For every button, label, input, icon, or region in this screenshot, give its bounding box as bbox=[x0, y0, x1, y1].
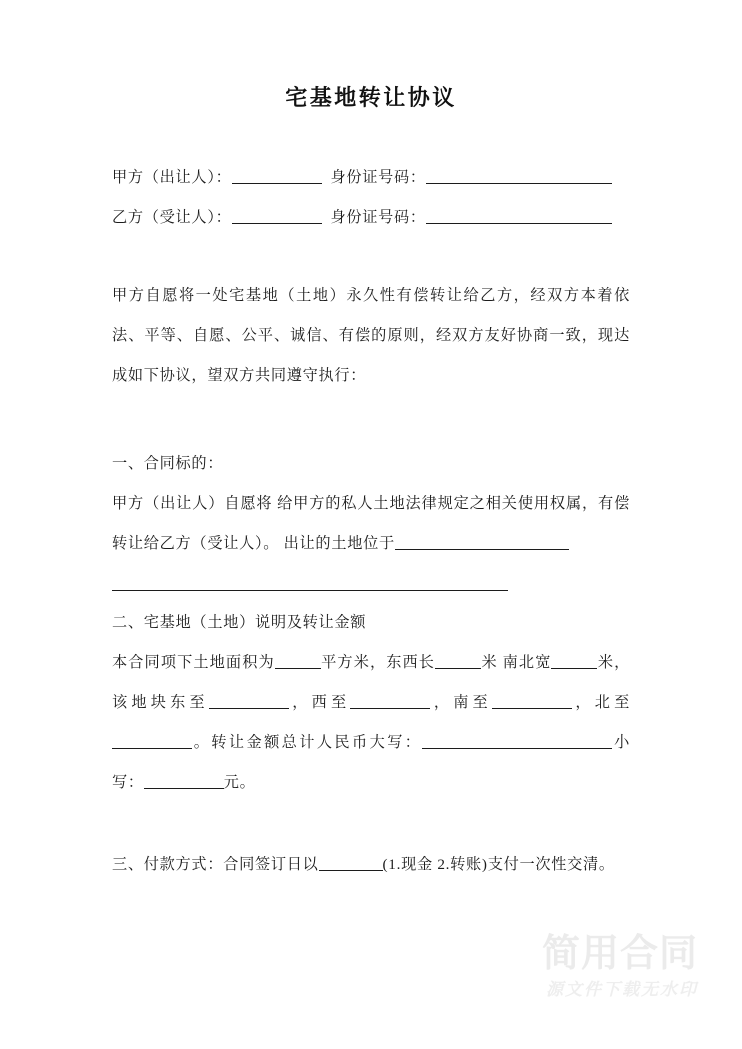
document-body bbox=[112, 0, 630, 885]
s2-text-10: 元。 bbox=[223, 773, 256, 791]
party-id-field-seller[interactable] bbox=[426, 168, 612, 183]
boundary-east-field[interactable] bbox=[209, 693, 289, 708]
land-location-continuation-field[interactable] bbox=[112, 590, 508, 591]
land-location-field[interactable] bbox=[395, 534, 569, 549]
boundary-north-field[interactable] bbox=[112, 733, 192, 748]
parties-block bbox=[112, 158, 630, 238]
s2-text-4: 米，该地块东至 bbox=[112, 653, 631, 711]
s2-text-2: 平方米，东西长 bbox=[320, 653, 436, 671]
section-1-heading: 一、合同标的： bbox=[112, 454, 224, 472]
amount-figures-field[interactable] bbox=[144, 773, 224, 788]
watermark-tagline: 源文件下载无水印 bbox=[546, 979, 698, 999]
preamble-paragraph: 甲方自愿将一处宅基地（土地）永久性有偿转让给乙方，经双方本着依法、平等、自愿、公平、诚信、有偿的原则，经双方友好协商一致，现达成如下协议，望双方共同遵守执行： bbox=[112, 286, 630, 384]
land-length-ew-field[interactable] bbox=[435, 653, 481, 668]
section-3-options: (1.现金 2.转账)支付一次性交清。 bbox=[382, 855, 615, 873]
section-2-block bbox=[112, 603, 630, 803]
s2-text-6: ，南至 bbox=[430, 693, 492, 711]
land-area-field[interactable] bbox=[275, 653, 321, 668]
party-role-label-buyer: 乙方（受让人）： bbox=[112, 208, 232, 226]
party-id-label-buyer: 身份证号码： bbox=[330, 208, 426, 226]
section-3-paragraph bbox=[112, 845, 630, 885]
preamble-block bbox=[112, 276, 630, 396]
payment-method-field[interactable] bbox=[319, 855, 383, 870]
boundary-west-field[interactable] bbox=[350, 693, 430, 708]
party-name-field-buyer[interactable] bbox=[232, 208, 322, 223]
page-title: 宅基地转让协议 bbox=[285, 85, 457, 110]
section-2-heading: 二、宅基地（土地）说明及转让金额 bbox=[112, 613, 367, 631]
section-1-paragraph bbox=[112, 484, 630, 564]
watermark bbox=[542, 935, 698, 1001]
s2-text-9: 小写： bbox=[112, 733, 630, 791]
s2-text-8: 。转让金额总计人民币大写： bbox=[192, 733, 423, 751]
section-1-text: 甲方（出让人）自愿将 给甲方的私人土地法律规定之相关使用权属，有偿转让给乙方（受让人）。 出让的土地位于 bbox=[112, 494, 630, 552]
party-row-buyer bbox=[112, 198, 630, 238]
s2-text-1: 本合同项下土地面积为 bbox=[112, 653, 275, 671]
party-id-field-buyer[interactable] bbox=[426, 208, 612, 223]
s2-text-5: ，西至 bbox=[288, 693, 351, 711]
s2-text-7: ，北至 bbox=[571, 693, 630, 711]
watermark-brand: 简用合同 bbox=[541, 933, 698, 976]
section-2-paragraph bbox=[112, 643, 630, 803]
party-name-field-seller[interactable] bbox=[232, 168, 322, 183]
party-id-label-seller: 身份证号码： bbox=[330, 168, 426, 186]
boundary-south-field[interactable] bbox=[492, 693, 572, 708]
party-role-label-seller: 甲方（出让人）： bbox=[112, 168, 232, 186]
land-width-ns-field[interactable] bbox=[551, 653, 597, 668]
section-1-block bbox=[112, 444, 630, 591]
s2-text-3: 米 南北宽 bbox=[481, 653, 552, 671]
party-row-seller bbox=[112, 158, 630, 198]
section-3-heading: 三、付款方式：合同签订日以 bbox=[112, 855, 319, 873]
amount-words-field[interactable] bbox=[422, 733, 612, 748]
section-3-block bbox=[112, 845, 630, 885]
